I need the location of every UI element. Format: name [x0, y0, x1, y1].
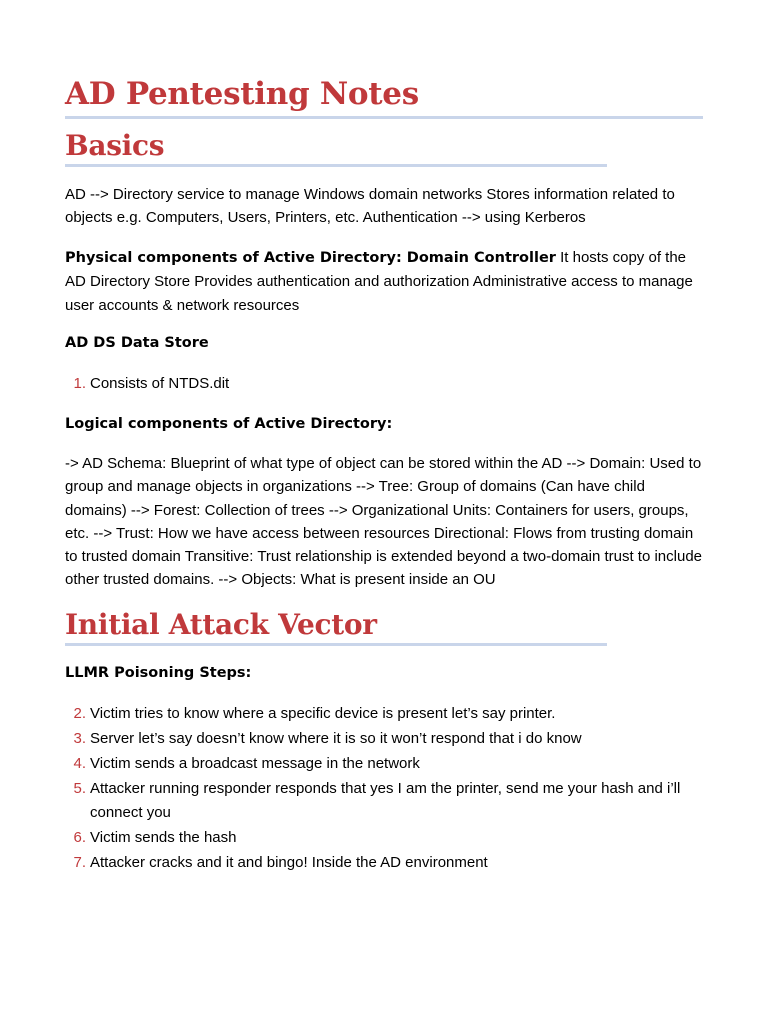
list-item	[65, 826, 705, 850]
list-item-text: Victim tries to know where a specific device is present let’s say printer.	[90, 705, 556, 722]
list-item	[65, 752, 705, 776]
section-underline-basics	[65, 164, 607, 167]
data-store-list	[65, 372, 705, 397]
list-item-number: 6.	[73, 829, 86, 846]
basics-intro-paragraph: AD --> Directory service to manage Windows domain networks Stores information related to objects e.g. Computers, Users, Printers, etc. Authentication --> using Kerberos	[65, 186, 675, 227]
section-heading-basics: Basics	[65, 129, 165, 162]
list-item-text: Victim sends a broadcast message in the network	[90, 755, 420, 772]
list-item	[65, 702, 705, 726]
list-item	[65, 777, 705, 825]
title-underline	[65, 116, 703, 119]
physical-components-label: Physical components of Active Directory: Domain Controller	[65, 250, 556, 266]
list-item-number: 1.	[73, 375, 86, 392]
physical-components-paragraph	[65, 246, 705, 317]
llmr-poisoning-heading: LLMR Poisoning Steps:	[65, 665, 252, 681]
list-item	[65, 851, 705, 875]
logical-components-heading: Logical components of Active Directory:	[65, 416, 393, 432]
physical-components-text: It hosts copy of the AD Directory Store Provides authentication and authorization Administrative access to manage user accounts & network resources	[65, 249, 693, 314]
list-item-text: Attacker cracks and it and bingo! Inside the AD environment	[90, 854, 488, 871]
list-item-text: Consists of NTDS.dit	[90, 375, 230, 392]
list-item-number: 2.	[73, 705, 86, 722]
list-item	[65, 372, 705, 396]
ad-ds-data-store-heading: AD DS Data Store	[65, 335, 209, 351]
list-item-text: Victim sends the hash	[90, 829, 237, 846]
list-item-number: 4.	[73, 755, 86, 772]
section-heading-initial-attack-vector: Initial Attack Vector	[65, 608, 377, 641]
section-underline-initial-attack-vector	[65, 643, 607, 646]
logical-components-paragraph: -> AD Schema: Blueprint of what type of object can be stored within the AD --> Domain: Used to group and manage objects in organizations --> Tree: Group of domains (Can have child domains) --> Forest: Collection of trees --> Organizational Units: Containers for users, groups, etc. --> Trust: How we have access between resources Directional: Flows from trusting domain to trusted domain Transitive: Trust relationship is extended beyond a two-domain trust to include other trusted domains. --> Objects: What is present inside an OU	[65, 455, 703, 589]
list-item-number: 3.	[73, 730, 86, 747]
list-item-text: Attacker running responder responds that yes I am the printer, send me your hash and i’ll connect you	[90, 780, 681, 821]
document-title: AD Pentesting Notes	[65, 76, 419, 112]
list-item-text: Server let’s say doesn’t know where it is so it won’t respond that i do know	[90, 730, 582, 747]
llmr-steps-list	[65, 702, 705, 876]
list-item	[65, 727, 705, 751]
list-item-number: 5.	[73, 780, 86, 797]
list-item-number: 7.	[73, 854, 86, 871]
